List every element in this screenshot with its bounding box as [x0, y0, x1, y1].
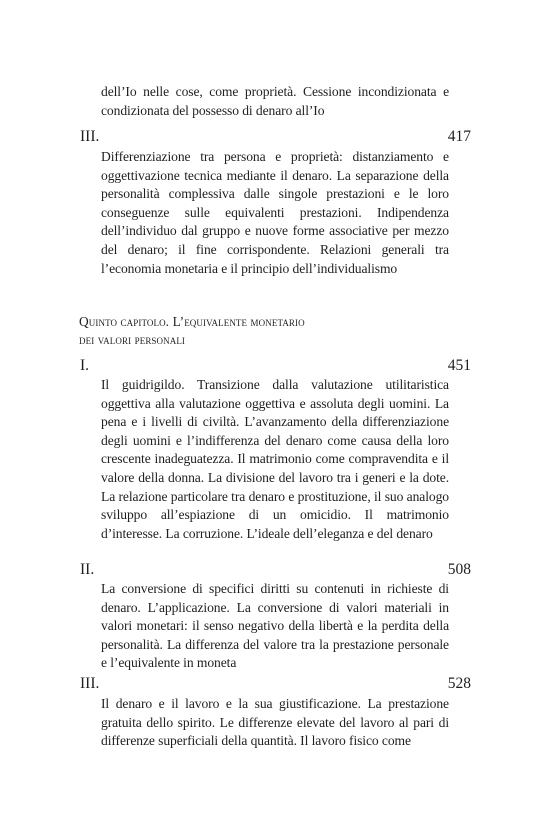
continued-entry-text: dell’Io nelle cose, come proprietà. Cessione incondizionata e condizionata del possesso di denaro all’Io [101, 84, 449, 118]
chapter-title-continued: dei valori personali [79, 331, 186, 347]
section-page-number: 451 [447, 357, 471, 374]
section-numeral: III. [80, 675, 100, 692]
section-page-number: 417 [447, 128, 471, 145]
section-description: Il guidrigildo. Transizione dalla valutazione utilitaristica oggettiva alla valutazione oggettiva e assoluta degli uomini. La pena e i livelli di civiltà. L’avanzamento della differenziazione degli uomini e l’indifferenza del denaro come causa della loro crescente inadeguatezza. Il matrimonio come compravendita e il valore della donna. La divisione del lavoro tra i generi e la dote. La relazione particolare tra denaro e prostituzione, il suo analogo sviluppo all’espiazione di un omicidio. Il matrimonio d’interesse. La corruzione. L’ideale dell’eleganza e del denaro [101, 377, 449, 541]
section-page-number: 528 [447, 675, 471, 692]
section-description: Differenziazione tra persona e proprietà: distanziamento e oggettivazione tecnica mediante il denaro. La separazione della personalità complessiva dalle singole prestazioni e le loro conseguenze sulle equivalenti prestazioni. Indipendenza dell’individuo dal gruppo e nuove forme associative per mezzo del denaro; il fine corrispondente. Relazioni generali tra l’economia monetaria e il principio dell’individualismo [101, 149, 449, 276]
section-description: La conversione di specifici diritti su contenuti in richieste di denaro. L’applicazione. La conversione di valori materiali in valori monetari: il senso negativo della libertà e la perdita della personalità. La differenza del valore tra la prestazione personale e l’equivalente in moneta [101, 581, 449, 671]
chapter-heading [79, 313, 439, 348]
section-numeral: I. [80, 357, 90, 374]
section-numeral: III. [80, 128, 100, 145]
section-description: Il denaro e il lavoro e la sua giustificazione. La prestazione gratuita dello spirito. Le differenze elevate del lavoro al pari di differenze superficiali della quantità. Il lavoro fisico come [101, 696, 449, 749]
section-page-number: 508 [447, 561, 471, 578]
chapter-title: Quinto capitolo. L’equivalente monetario [79, 314, 305, 329]
section-numeral: II. [80, 561, 95, 578]
